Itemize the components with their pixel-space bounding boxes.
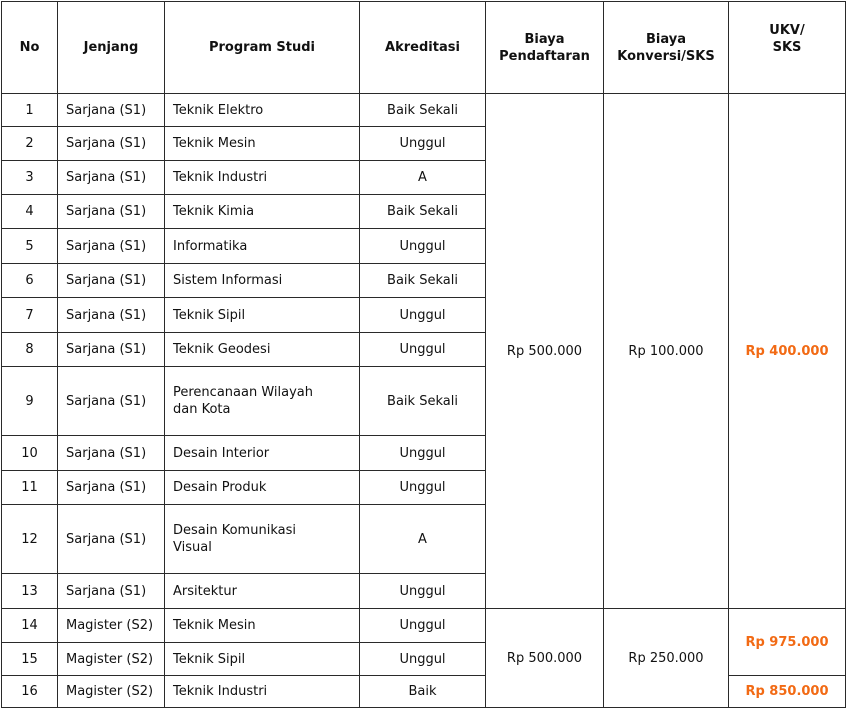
cell-biaya-pendaftaran-s1: Rp 500.000 bbox=[486, 94, 604, 609]
cell-jenjang: Sarjana (S1) bbox=[58, 367, 165, 436]
cell-program-studi bbox=[165, 264, 360, 298]
cell-program-studi bbox=[165, 471, 360, 505]
cell-jenjang: Sarjana (S1) bbox=[58, 333, 165, 367]
cell-jenjang: Sarjana (S1) bbox=[58, 264, 165, 298]
program-line: Visual bbox=[173, 540, 212, 555]
header-line: UKV/ bbox=[769, 23, 805, 38]
cell-jenjang: Magister (S2) bbox=[58, 643, 165, 676]
cell-no: 3 bbox=[2, 161, 58, 195]
cell-jenjang: Sarjana (S1) bbox=[58, 94, 165, 127]
cell-no: 15 bbox=[2, 643, 58, 676]
cell-jenjang: Sarjana (S1) bbox=[58, 471, 165, 505]
cell-biaya-konversi-s2: Rp 250.000 bbox=[604, 609, 729, 708]
cell-no: 12 bbox=[2, 505, 58, 574]
cell-no: 8 bbox=[2, 333, 58, 367]
program-line: Perencanaan Wilayah bbox=[173, 385, 313, 400]
cell-jenjang: Sarjana (S1) bbox=[58, 505, 165, 574]
cell-jenjang: Sarjana (S1) bbox=[58, 436, 165, 471]
header-line: Konversi/SKS bbox=[617, 48, 715, 64]
cell-no: 2 bbox=[2, 127, 58, 161]
table-row bbox=[2, 94, 846, 127]
program-line: Desain Interior bbox=[173, 445, 270, 461]
cell-program-studi bbox=[165, 298, 360, 333]
table-row bbox=[2, 609, 846, 643]
cell-jenjang: Magister (S2) bbox=[58, 676, 165, 708]
cell-jenjang: Sarjana (S1) bbox=[58, 161, 165, 195]
cell-jenjang: Sarjana (S1) bbox=[58, 298, 165, 333]
header-line: Biaya bbox=[524, 31, 565, 47]
header-jenjang: Jenjang bbox=[58, 2, 165, 94]
cell-jenjang: Sarjana (S1) bbox=[58, 229, 165, 264]
cell-no: 7 bbox=[2, 298, 58, 333]
cell-akreditasi: Unggul bbox=[360, 229, 486, 264]
cell-program-studi bbox=[165, 367, 360, 436]
header-no: No bbox=[2, 2, 58, 94]
header-row bbox=[2, 2, 846, 94]
cell-program-studi bbox=[165, 195, 360, 229]
cell-jenjang: Sarjana (S1) bbox=[58, 574, 165, 609]
header-biaya-pendaftaran bbox=[486, 2, 604, 94]
cell-no: 1 bbox=[2, 94, 58, 127]
program-line: Teknik Mesin bbox=[173, 136, 256, 151]
cell-program-studi bbox=[165, 161, 360, 195]
cell-program-studi bbox=[165, 676, 360, 708]
cell-no: 9 bbox=[2, 367, 58, 436]
header-ukv-sks bbox=[729, 2, 846, 94]
cell-akreditasi: Baik Sekali bbox=[360, 264, 486, 298]
cell-no: 5 bbox=[2, 229, 58, 264]
program-line: Arsitektur bbox=[173, 583, 237, 599]
program-line: Teknik Industri bbox=[173, 684, 268, 699]
cell-akreditasi: Unggul bbox=[360, 471, 486, 505]
cell-program-studi bbox=[165, 505, 360, 574]
cell-no: 4 bbox=[2, 195, 58, 229]
cell-akreditasi: A bbox=[360, 161, 486, 195]
cell-biaya-konversi-s1: Rp 100.000 bbox=[604, 94, 729, 609]
cell-akreditasi: Unggul bbox=[360, 333, 486, 367]
cell-akreditasi: Unggul bbox=[360, 127, 486, 161]
cell-akreditasi: Baik Sekali bbox=[360, 195, 486, 229]
program-line: Teknik Mesin bbox=[173, 618, 256, 633]
cell-biaya-pendaftaran-s2: Rp 500.000 bbox=[486, 609, 604, 708]
program-line: Teknik Sipil bbox=[173, 651, 246, 667]
program-line: Desain Produk bbox=[173, 480, 267, 495]
tuition-table bbox=[1, 1, 846, 708]
cell-program-studi bbox=[165, 127, 360, 161]
cell-no: 16 bbox=[2, 676, 58, 708]
header-program-studi: Program Studi bbox=[165, 2, 360, 94]
program-line: Teknik Industri bbox=[173, 170, 268, 185]
cell-akreditasi: A bbox=[360, 505, 486, 574]
cell-no: 11 bbox=[2, 471, 58, 505]
cell-no: 10 bbox=[2, 436, 58, 471]
program-line: Informatika bbox=[173, 238, 248, 254]
header-line: Pendaftaran bbox=[499, 48, 590, 64]
cell-akreditasi: Baik Sekali bbox=[360, 94, 486, 127]
cell-jenjang: Magister (S2) bbox=[58, 609, 165, 643]
cell-no: 14 bbox=[2, 609, 58, 643]
cell-program-studi bbox=[165, 229, 360, 264]
cell-jenjang: Sarjana (S1) bbox=[58, 195, 165, 229]
header-akreditasi: Akreditasi bbox=[360, 2, 486, 94]
cell-akreditasi: Baik bbox=[360, 676, 486, 708]
cell-akreditasi: Unggul bbox=[360, 643, 486, 676]
cell-program-studi bbox=[165, 574, 360, 609]
cell-no: 13 bbox=[2, 574, 58, 609]
table-body bbox=[2, 94, 846, 708]
cell-ukv-s2-a: Rp 975.000 bbox=[729, 609, 846, 676]
cell-akreditasi: Baik Sekali bbox=[360, 367, 486, 436]
cell-program-studi bbox=[165, 609, 360, 643]
cell-ukv-s2-b: Rp 850.000 bbox=[729, 676, 846, 708]
cell-program-studi bbox=[165, 643, 360, 676]
program-line: Sistem Informasi bbox=[173, 273, 283, 288]
program-line: Desain Komunikasi bbox=[173, 523, 296, 538]
cell-program-studi bbox=[165, 94, 360, 127]
program-line: Teknik Geodesi bbox=[173, 342, 271, 357]
program-line: dan Kota bbox=[173, 402, 231, 417]
cell-no: 6 bbox=[2, 264, 58, 298]
header-line: Biaya bbox=[646, 31, 686, 47]
cell-akreditasi: Unggul bbox=[360, 436, 486, 471]
cell-akreditasi: Unggul bbox=[360, 609, 486, 643]
program-line: Teknik Kimia bbox=[173, 204, 255, 219]
cell-program-studi bbox=[165, 333, 360, 367]
header-biaya-konversi bbox=[604, 2, 729, 94]
program-line: Teknik Sipil bbox=[173, 307, 246, 323]
cell-jenjang: Sarjana (S1) bbox=[58, 127, 165, 161]
header-line: SKS bbox=[772, 40, 802, 55]
cell-program-studi bbox=[165, 436, 360, 471]
cell-ukv-s1: Rp 400.000 bbox=[729, 94, 846, 609]
cell-akreditasi: Unggul bbox=[360, 298, 486, 333]
program-line: Teknik Elektro bbox=[173, 102, 264, 118]
cell-akreditasi: Unggul bbox=[360, 574, 486, 609]
